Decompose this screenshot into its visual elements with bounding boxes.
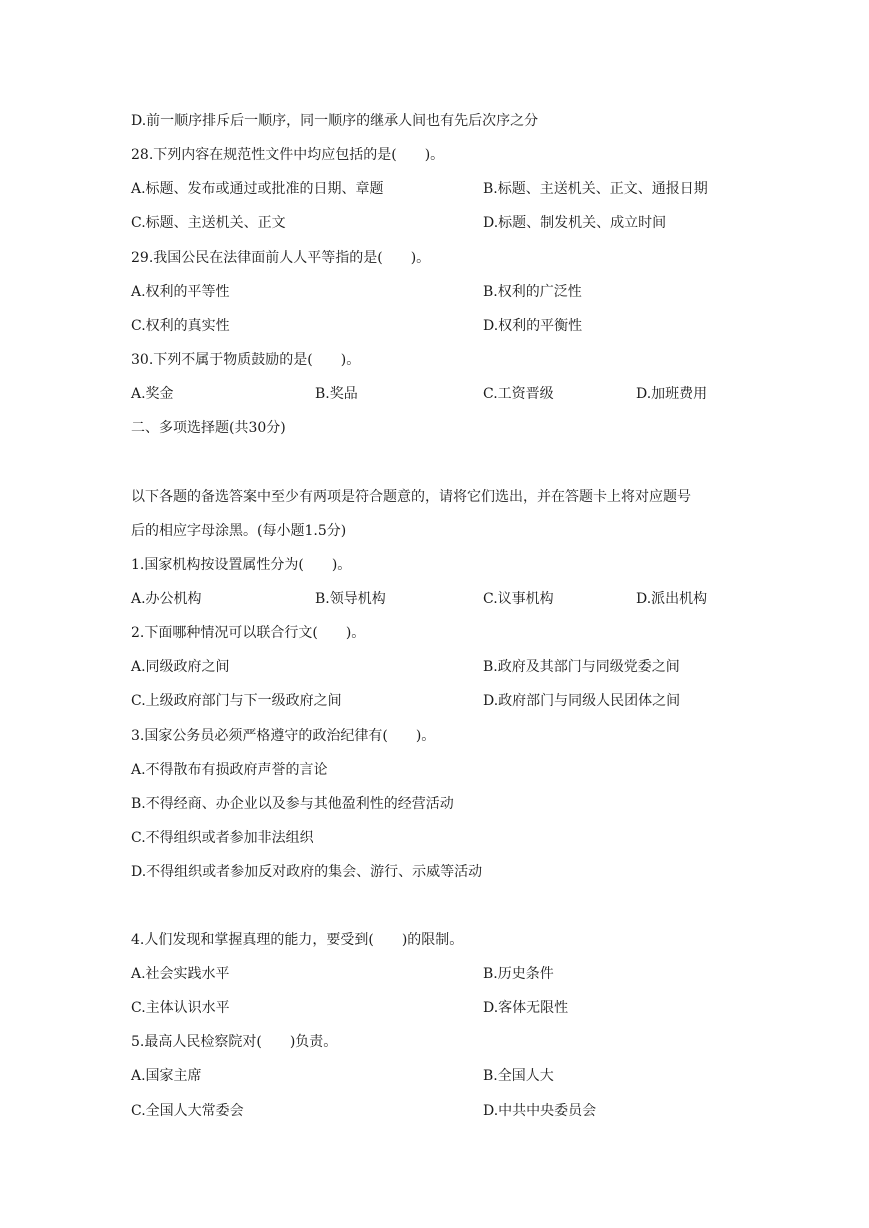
- section-heading: 二、多项选择题(共30分): [131, 420, 286, 436]
- question-30: 30.下列不属于物质鼓励的是( )。: [131, 352, 361, 368]
- mq4-option-a: A.社会实践水平: [131, 966, 230, 982]
- q29-option-a: A.权利的平等性: [131, 284, 230, 300]
- q29-option-c: C.权利的真实性: [131, 318, 230, 334]
- mq5-option-d: D.中共中央委员会: [483, 1103, 597, 1119]
- mq5-option-a: A.国家主席: [131, 1068, 202, 1084]
- mq-3: 3.国家公务员必须严格遵守的政治纪律有( )。: [131, 728, 436, 744]
- question-28: 28.下列内容在规范性文件中均应包括的是( )。: [131, 147, 445, 163]
- mq2-option-c: C.上级政府部门与下一级政府之间: [131, 693, 342, 709]
- mq-5: 5.最高人民检察院对( )负责。: [131, 1034, 338, 1050]
- mq-1: 1.国家机构按设置属性分为( )。: [131, 557, 352, 573]
- mq2-option-b: B.政府及其部门与同级党委之间: [483, 659, 680, 675]
- mq1-option-c: C.议事机构: [483, 591, 554, 607]
- mq2-option-d: D.政府部门与同级人民团体之间: [483, 693, 681, 709]
- mq-4: 4.人们发现和掌握真理的能力，要受到( )的限制。: [131, 932, 464, 948]
- q28-option-a: A.标题、发布或通过或批准的日期、章题: [131, 181, 384, 197]
- mq5-option-b: B.全国人大: [483, 1068, 554, 1084]
- q28-option-d: D.标题、制发机关、成立时间: [483, 215, 667, 231]
- q27-option-d: D.前一顺序排斥后一顺序，同一顺序的继承人间也有先后次序之分: [131, 113, 539, 129]
- mq4-option-c: C.主体认识水平: [131, 1000, 230, 1016]
- mq3-option-b: B.不得经商、办企业以及参与其他盈利性的经营活动: [131, 796, 454, 812]
- q29-option-b: B.权利的广泛性: [483, 284, 582, 300]
- mq3-option-a: A.不得散布有损政府声誉的言论: [131, 762, 328, 778]
- q30-option-c: C.工资晋级: [483, 386, 554, 402]
- mq-2: 2.下面哪种情况可以联合行文( )。: [131, 625, 366, 641]
- mq1-option-d: D.派出机构: [636, 591, 708, 607]
- mq2-option-a: A.同级政府之间: [131, 659, 230, 675]
- mq4-option-b: B.历史条件: [483, 966, 554, 982]
- q30-option-a: A.奖金: [131, 386, 174, 402]
- q28-option-b: B.标题、主送机关、正文、通报日期: [483, 181, 708, 197]
- question-29: 29.我国公民在法律面前人人平等指的是( )。: [131, 250, 431, 266]
- mq1-option-b: B.领导机构: [315, 591, 386, 607]
- mq3-option-d: D.不得组织或者参加反对政府的集会、游行、示威等活动: [131, 864, 483, 880]
- q28-option-c: C.标题、主送机关、正文: [131, 215, 286, 231]
- section-instructions-line-2: 后的相应字母涂黑。(每小题1.5分): [131, 523, 347, 539]
- section-instructions-line-1: 以下各题的备选答案中至少有两项是符合题意的，请将它们选出，并在答题卡上将对应题号: [131, 489, 691, 505]
- mq4-option-d: D.客体无限性: [483, 1000, 569, 1016]
- q29-option-d: D.权利的平衡性: [483, 318, 583, 334]
- q30-option-b: B.奖品: [315, 386, 358, 402]
- mq3-option-c: C.不得组织或者参加非法组织: [131, 830, 314, 846]
- mq5-option-c: C.全国人大常委会: [131, 1103, 244, 1119]
- q30-option-d: D.加班费用: [636, 386, 708, 402]
- mq1-option-a: A.办公机构: [131, 591, 202, 607]
